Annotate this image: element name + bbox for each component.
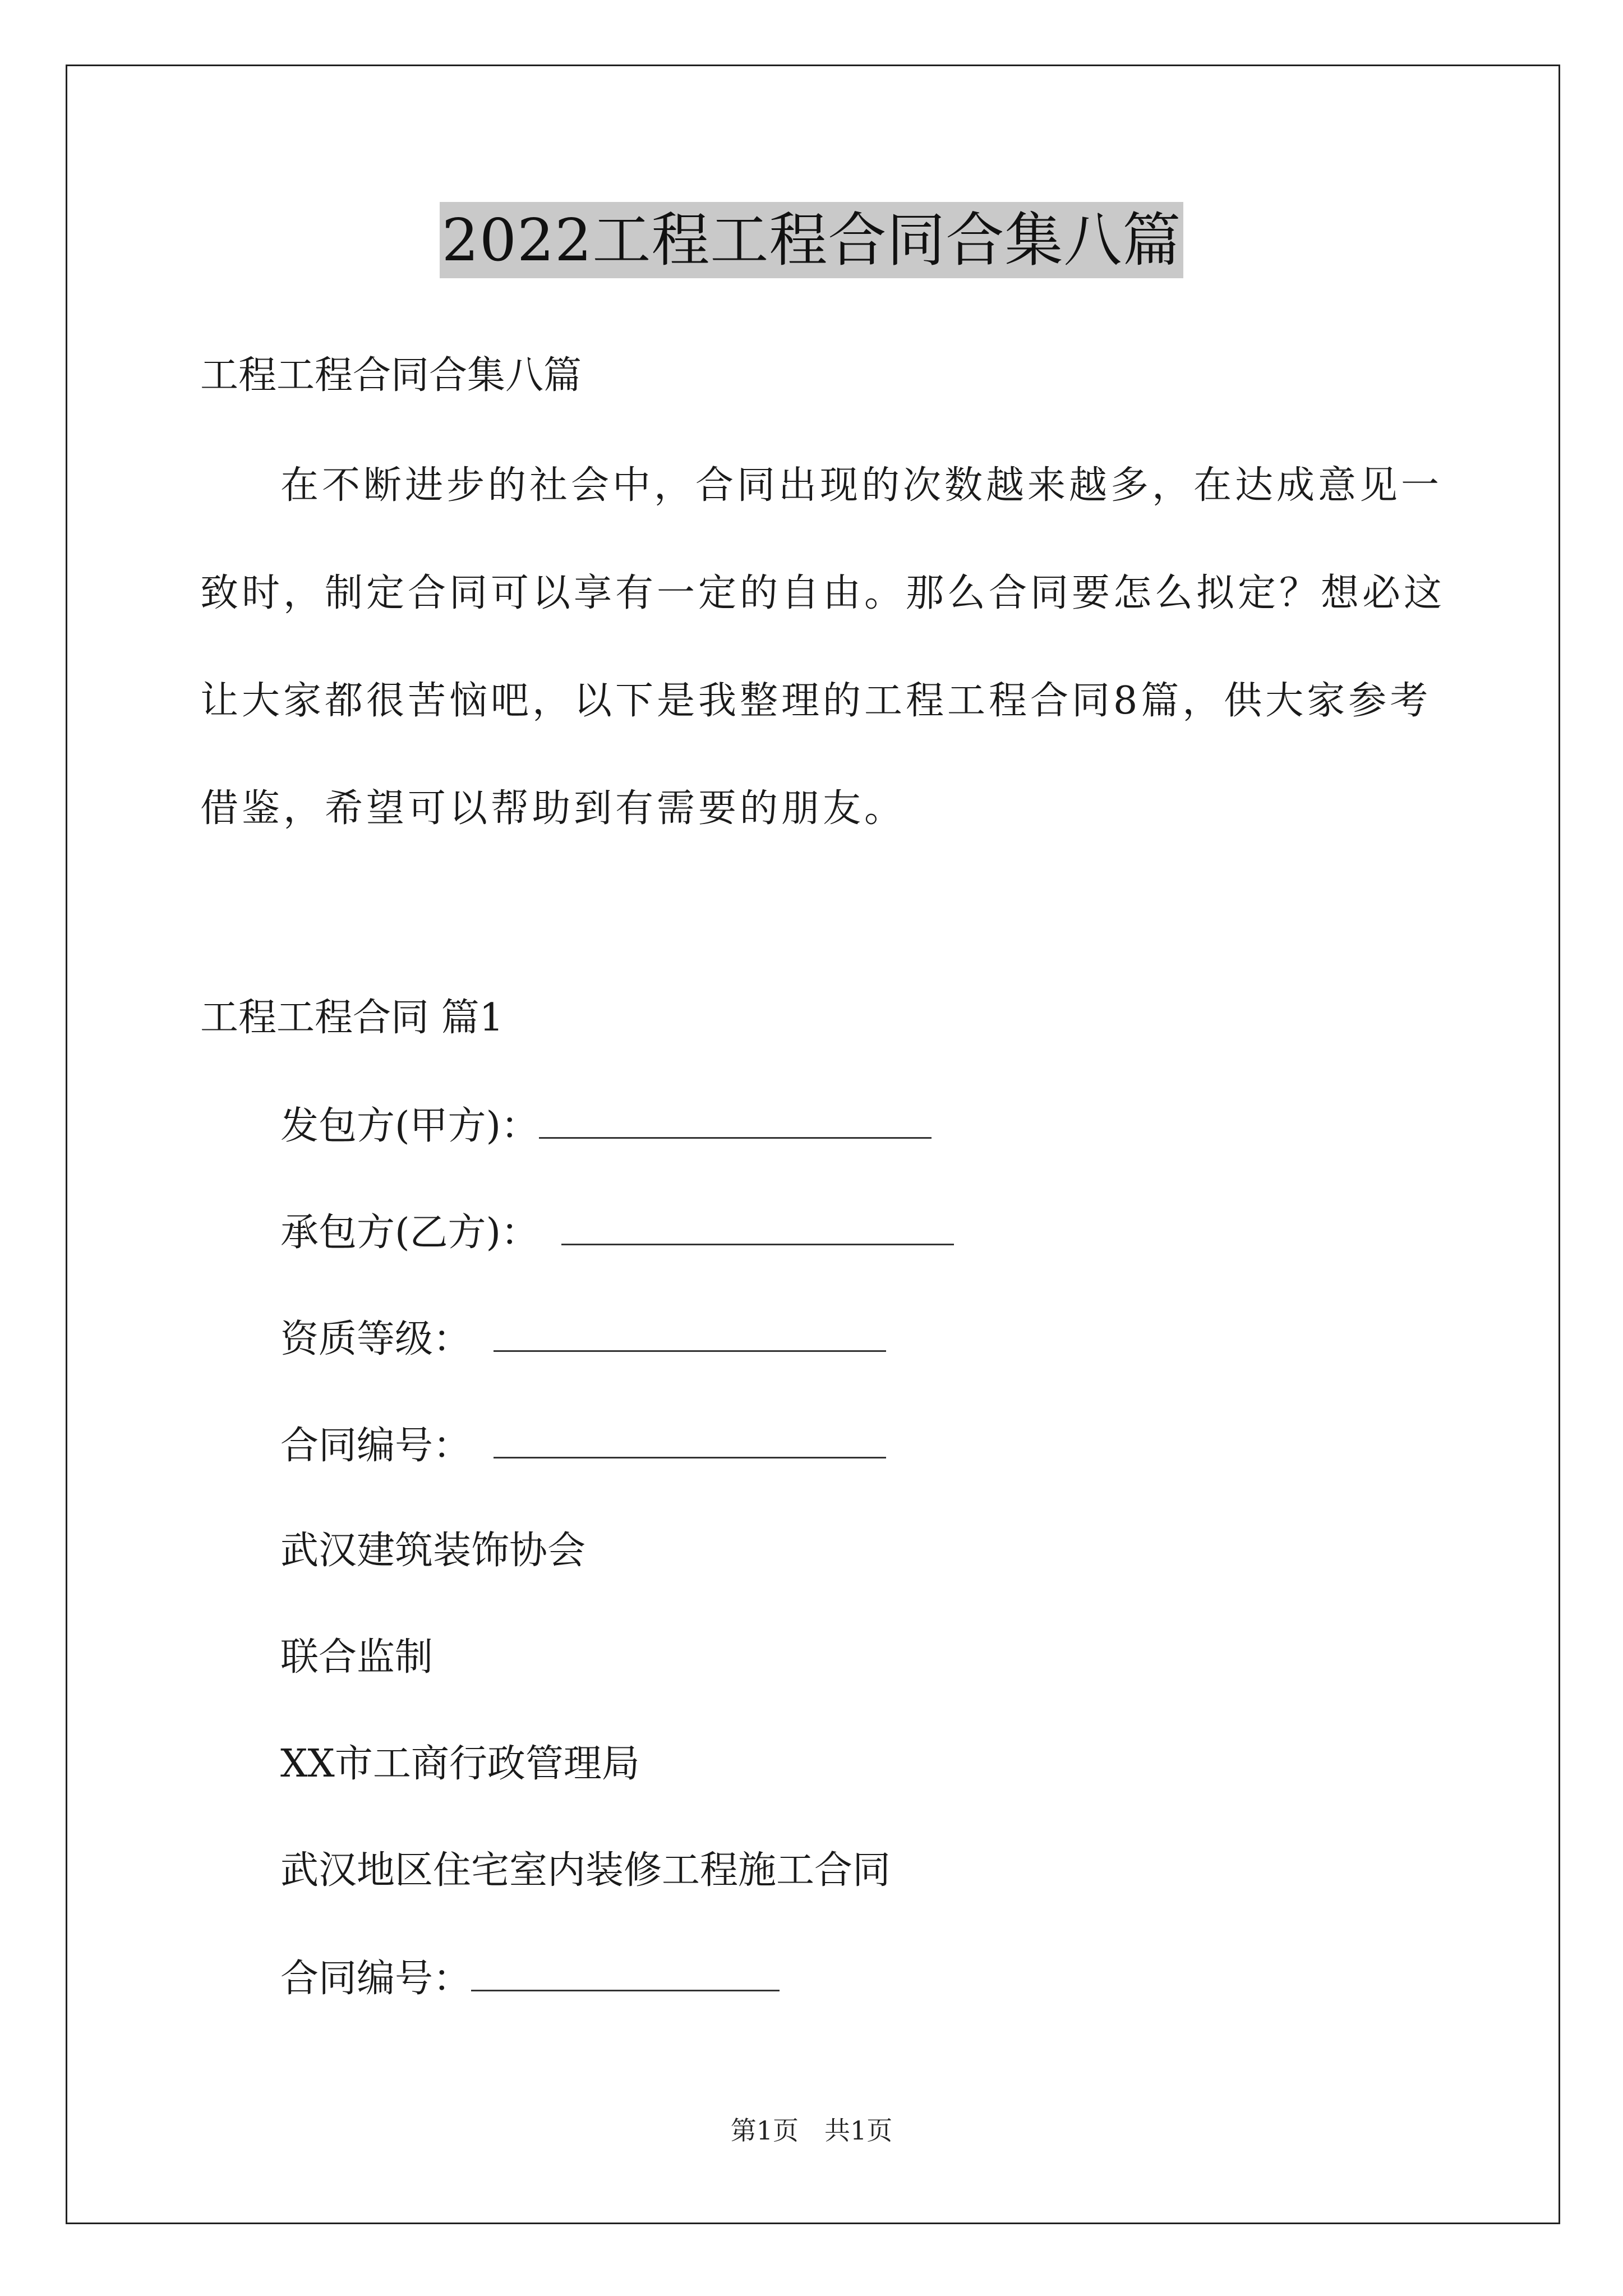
- document-title: 2022工程工程合同合集八篇: [440, 202, 1184, 278]
- party-b-blank[interactable]: [561, 1209, 954, 1245]
- intro-paragraph-line-4: 借鉴，希望可以帮助到有需要的朋友。: [200, 786, 906, 831]
- party-a-label: 发包方(甲方)：: [280, 1104, 540, 1148]
- page-footer: [0, 2115, 1623, 2146]
- contract-no-blank[interactable]: [494, 1422, 886, 1458]
- contract-no-label: 合同编号：: [280, 1424, 472, 1468]
- org-line-2: 联合监制: [280, 1635, 434, 1680]
- page-number-total: 共1页: [824, 2115, 893, 2146]
- title-container: [0, 202, 1623, 278]
- document-subtitle: 工程工程合同合集八篇: [200, 353, 582, 398]
- party-b-row: [280, 1209, 954, 1255]
- intro-paragraph-line-1: 在不断进步的社会中，合同出现的次数越来越多，在达成意见一: [280, 463, 1443, 508]
- party-b-label: 承包方(乙方)：: [280, 1211, 540, 1255]
- intro-paragraph-line-3: 让大家都很苦恼吧，以下是我整理的工程工程合同8篇，供大家参考: [200, 679, 1432, 723]
- page-number-current: 第1页: [730, 2115, 799, 2146]
- contract-no-row-2: [280, 1955, 780, 2001]
- qualification-blank[interactable]: [494, 1315, 886, 1352]
- section-heading: 工程工程合同 篇1: [200, 996, 504, 1040]
- org-line-4: 武汉地区住宅室内装修工程施工合同: [280, 1848, 891, 1893]
- contract-no-row: [280, 1422, 886, 1469]
- org-line-1: 武汉建筑装饰协会: [280, 1529, 586, 1573]
- intro-paragraph-line-2: 致时，制定合同可以享有一定的自由。那么合同要怎么拟定？想必这: [200, 571, 1446, 615]
- qualification-label: 资质等级：: [280, 1317, 472, 1361]
- contract-no-blank-2[interactable]: [471, 1955, 780, 1991]
- party-a-blank[interactable]: [539, 1102, 932, 1139]
- party-a-row: [280, 1102, 932, 1149]
- contract-no-label-2: 合同编号：: [280, 1957, 472, 2001]
- qualification-row: [280, 1315, 886, 1362]
- org-line-3: XX市工商行政管理局: [280, 1742, 640, 1786]
